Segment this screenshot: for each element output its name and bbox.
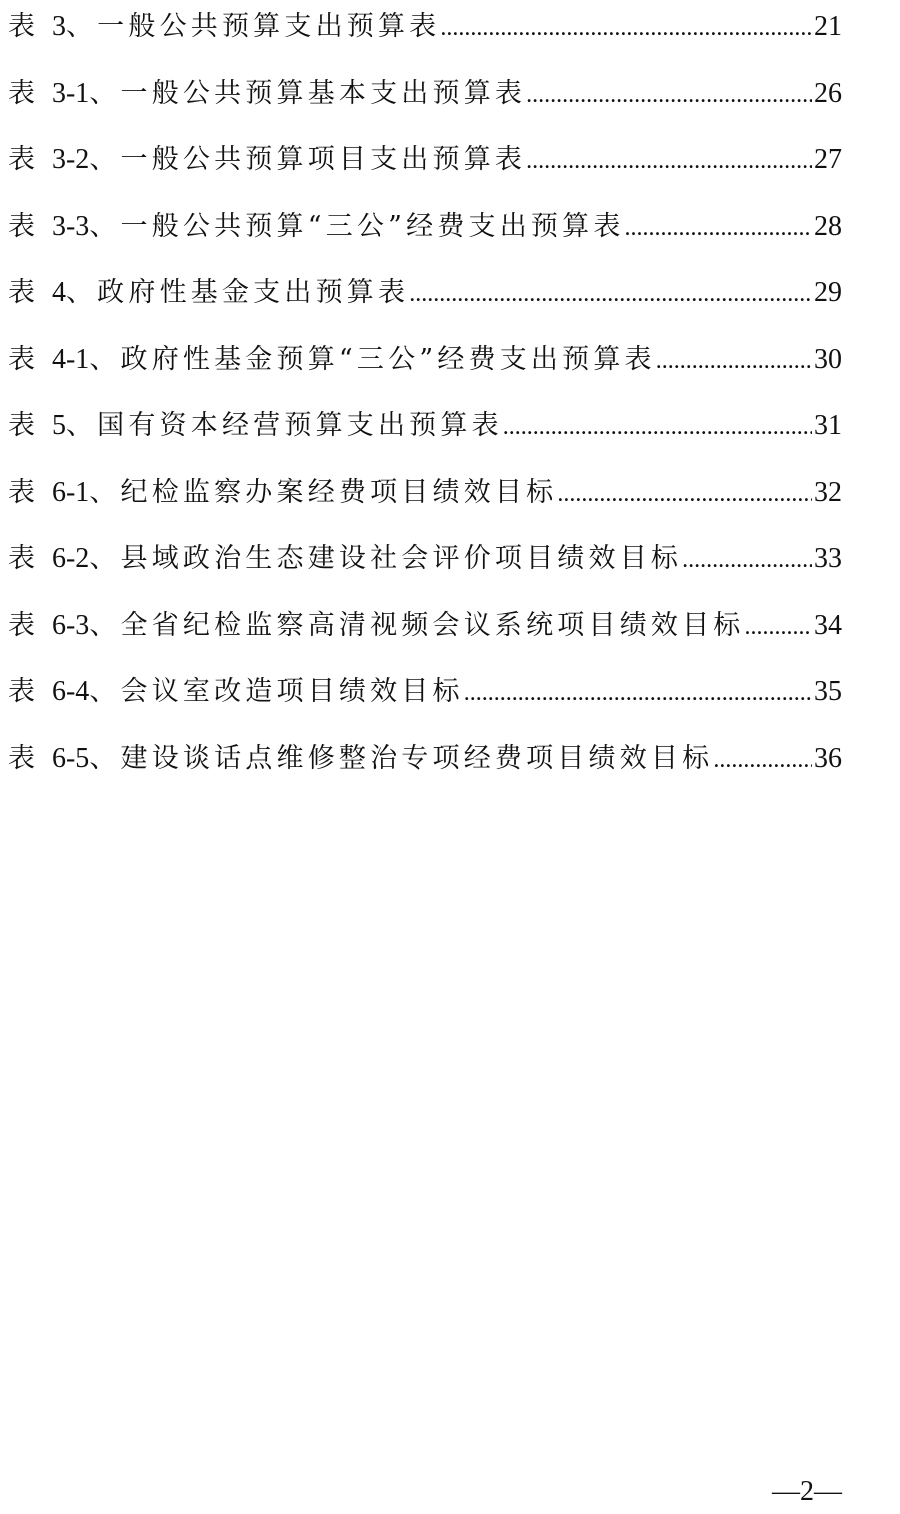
toc-entry[interactable]	[8, 0, 842, 61]
toc-entry-label: 、建设谈话点维修整治专项经费项目绩效目标	[89, 742, 714, 774]
toc-entry[interactable]	[8, 260, 842, 327]
toc-entry[interactable]	[8, 194, 842, 261]
toc-entry-prefix: 表	[8, 609, 52, 641]
toc-entry-prefix: 表	[8, 144, 52, 175]
toc-entry-title	[8, 327, 656, 394]
toc-leader-dots	[464, 660, 812, 727]
toc-entry-prefix: 表	[8, 410, 52, 441]
toc-entry-prefix: 表	[8, 543, 52, 574]
toc-entry-number: 3-1	[51, 77, 90, 109]
toc-entry-label: 、政府性基金支出预算表	[65, 277, 410, 308]
toc-entry-title	[8, 593, 745, 660]
toc-page-number: 35	[814, 676, 842, 707]
toc-entry-number: 3-2	[51, 144, 90, 175]
toc-leader-dots	[409, 261, 812, 328]
toc-page-number: 36	[814, 742, 842, 774]
toc-page-number: 29	[814, 277, 842, 308]
toc-entry-prefix: 表	[8, 11, 52, 42]
toc-page-number: 34	[814, 609, 842, 641]
toc-entry[interactable]	[8, 393, 842, 460]
toc-page-number: 32	[814, 476, 842, 508]
toc-entry-number: 3-3	[51, 210, 90, 242]
toc-entry-number: 4-1	[51, 343, 90, 375]
toc-entry[interactable]	[8, 61, 842, 128]
toc-entry-title	[8, 526, 682, 593]
toc-leader-dots	[682, 527, 812, 594]
toc-entry[interactable]	[8, 726, 842, 793]
toc-entry-prefix: 表	[8, 742, 52, 774]
toc-entry-prefix: 表	[8, 476, 52, 508]
toc-page-number: 27	[814, 144, 842, 175]
toc-entry-label: 、纪检监察办案经费项目绩效目标	[89, 476, 558, 508]
toc-entry-title	[8, 0, 440, 61]
toc-leader-dots	[625, 195, 812, 262]
toc-entry-label: 、县域政治生态建设社会评价项目绩效目标	[89, 543, 683, 574]
toc-entry-label: 、全省纪检监察高清视频会议系统项目绩效目标	[89, 609, 745, 641]
toc-entry-label: 、国有资本经营预算支出预算表	[65, 410, 503, 441]
toc-entry-label: 、一般公共预算项目支出预算表	[89, 144, 527, 175]
toc-page-number: 30	[814, 343, 842, 375]
toc-entry-prefix: 表	[8, 77, 52, 109]
table-of-contents	[8, 0, 842, 792]
toc-entry-label: 、一般公共预算基本支出预算表	[89, 77, 527, 109]
toc-entry-title	[8, 260, 409, 327]
toc-entry-label: 、政府性基金预算“三公”经费支出预算表	[89, 343, 656, 375]
toc-entry-number: 3	[51, 11, 66, 42]
toc-entry-number: 6-5	[51, 742, 90, 774]
toc-leader-dots	[526, 128, 812, 195]
toc-entry-title	[8, 393, 503, 460]
toc-page-number: 31	[814, 410, 842, 441]
toc-entry-number: 6-2	[51, 543, 90, 574]
toc-entry-title	[8, 127, 526, 194]
toc-entry-prefix: 表	[8, 676, 52, 707]
toc-entry[interactable]	[8, 460, 842, 527]
toc-entry-label: 、会议室改造项目绩效目标	[89, 676, 464, 707]
toc-page-number: 21	[814, 11, 842, 42]
toc-entry[interactable]	[8, 593, 842, 660]
toc-entry-label: 、一般公共预算支出预算表	[65, 11, 441, 42]
toc-entry-number: 4	[51, 277, 66, 308]
toc-page-number: 33	[814, 543, 842, 574]
toc-entry-title	[8, 460, 557, 527]
toc-entry-title	[8, 61, 526, 128]
toc-entry[interactable]	[8, 327, 842, 394]
toc-page-number: 26	[814, 77, 842, 109]
toc-entry-prefix: 表	[8, 210, 52, 242]
toc-page-number: 28	[814, 210, 842, 242]
toc-entry[interactable]	[8, 526, 842, 593]
toc-entry-title	[8, 726, 713, 793]
toc-leader-dots	[440, 0, 812, 62]
toc-leader-dots	[503, 394, 812, 461]
toc-leader-dots	[713, 727, 812, 794]
toc-entry[interactable]	[8, 127, 842, 194]
toc-entry[interactable]	[8, 659, 842, 726]
toc-leader-dots	[656, 328, 812, 395]
toc-leader-dots	[526, 62, 812, 129]
toc-leader-dots	[745, 594, 812, 661]
toc-leader-dots	[557, 461, 812, 528]
toc-entry-prefix: 表	[8, 277, 52, 308]
toc-entry-number: 6-1	[51, 476, 90, 508]
page-number-footer: —2—	[772, 1476, 842, 1507]
toc-entry-number: 6-4	[51, 676, 90, 707]
toc-entry-title	[8, 659, 464, 726]
toc-entry-number: 6-3	[51, 609, 90, 641]
toc-entry-prefix: 表	[8, 343, 52, 375]
toc-entry-label: 、一般公共预算“三公”经费支出预算表	[89, 210, 625, 242]
toc-entry-number: 5	[51, 410, 66, 441]
toc-entry-title	[8, 194, 625, 261]
